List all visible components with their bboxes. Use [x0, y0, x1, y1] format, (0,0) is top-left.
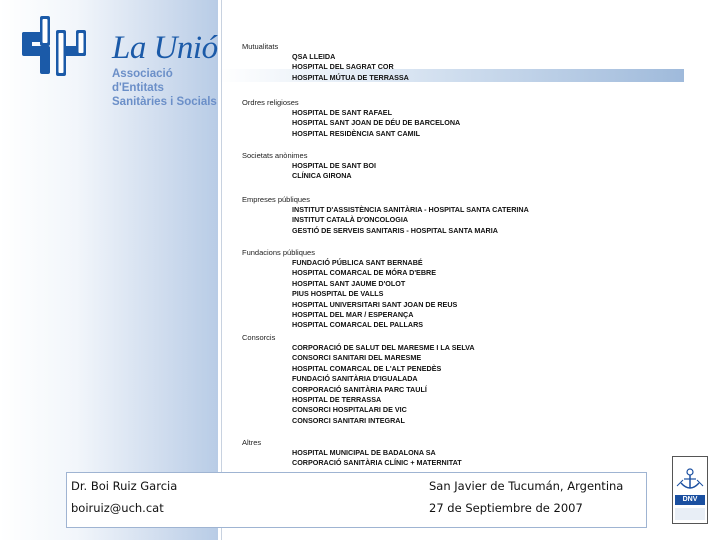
- list-item: HOSPITAL COMARCAL DEL PALLARS: [292, 320, 424, 330]
- list-item: INSTITUT D'ASSISTÈNCIA SANITÀRIA - HOSPITAL SANTA CATERINA: [292, 205, 529, 214]
- list-item: CLÍNICA GIRONA: [292, 171, 352, 181]
- list-item: HOSPITAL UNIVERSITARI SANT JOAN DE REUS: [292, 299, 458, 309]
- list-item: FUNDACIÓ SANITÀRIA D'IGUALADA: [292, 374, 418, 384]
- vertical-divider: [221, 0, 222, 540]
- list-item: CONSORCI SANITARI DEL MARESME: [292, 353, 422, 363]
- badge-dnv-label: DNV: [675, 495, 705, 505]
- list-item: HOSPITAL DEL MAR / ESPERANÇA: [292, 310, 414, 320]
- list-item: HOSPITAL DEL SAGRAT COR: [292, 62, 394, 72]
- list-item: CORPORACIÓ SANITÀRIA CLÍNIC + MATERNITAT: [292, 458, 462, 468]
- list-item: HOSPITAL DE SANT BOI: [292, 161, 376, 170]
- list-item: CONSORCI HOSPITALARI DE VIC: [292, 405, 407, 415]
- list-item: GESTIÓ DE SERVEIS SANITARIS - HOSPITAL SANTA MARIA: [292, 225, 498, 235]
- list-item: CORPORACIÓ SANITÀRIA PARC TAULÍ: [292, 384, 427, 394]
- la-unio-symbol-icon: [18, 14, 96, 78]
- certification-badge: [672, 456, 708, 524]
- author-name: Dr. Boi Ruiz Garcia: [71, 479, 178, 493]
- logo-subtitle: [112, 67, 218, 109]
- footer-box: [66, 472, 647, 528]
- list-item: HOSPITAL DE SANT RAFAEL: [292, 108, 392, 117]
- badge-header: [675, 459, 705, 465]
- section-title: Fundacions públiques: [242, 248, 315, 257]
- author-email[interactable]: boiruiz@uch.cat: [71, 501, 164, 515]
- logo-subtitle-line2: Sanitàries i Socials: [112, 96, 217, 108]
- list-item: HOSPITAL SANT JOAN DE DÉU DE BARCELONA: [292, 118, 461, 128]
- la-unio-logo: [18, 14, 218, 108]
- list-item: CORPORACIÓ DE SALUT DEL MARESME I LA SELVA: [292, 343, 475, 352]
- list-item: HOSPITAL MUNICIPAL DE BADALONA SA: [292, 448, 436, 457]
- header-band: [218, 69, 684, 82]
- list-item: HOSPITAL SANT JAUME D'OLOT: [292, 278, 406, 288]
- list-item: HOSPITAL MÚTUA DE TERRASSA: [292, 72, 409, 82]
- list-item: QSA LLEIDA: [292, 52, 336, 61]
- section-title: Empreses públiques: [242, 195, 310, 204]
- badge-footer: [675, 508, 705, 520]
- list-item: INSTITUT CATALÀ D'ONCOLOGIA: [292, 215, 409, 225]
- logo-title: La Unió: [112, 30, 218, 66]
- list-item: HOSPITAL DE TERRASSA: [292, 395, 382, 405]
- section-title: Societats anònimes: [242, 151, 308, 160]
- list-item: HOSPITAL RESIDÈNCIA SANT CAMIL: [292, 128, 421, 138]
- list-item: HOSPITAL COMARCAL DE L'ALT PENEDÈS: [292, 363, 442, 373]
- section-title: Altres: [242, 438, 262, 447]
- section-title: Mutualitats: [242, 42, 279, 51]
- section-title: Consorcis: [242, 333, 276, 342]
- section-title: Ordres religioses: [242, 98, 299, 107]
- anchor-emblem-icon: [675, 466, 705, 492]
- list-item: FUNDACIÓ PÚBLICA SANT BERNABÉ: [292, 258, 423, 267]
- list-item: CONSORCI SANITARI INTEGRAL: [292, 415, 405, 425]
- list-item: PIUS HOSPITAL DE VALLS: [292, 289, 384, 299]
- list-item: HOSPITAL COMARCAL DE MÓRA D'EBRE: [292, 268, 436, 278]
- event-date: 27 de Septiembre de 2007: [429, 501, 583, 515]
- logo-subtitle-line1: Associació d'Entitats: [112, 68, 173, 94]
- event-place: San Javier de Tucumán, Argentina: [429, 479, 624, 493]
